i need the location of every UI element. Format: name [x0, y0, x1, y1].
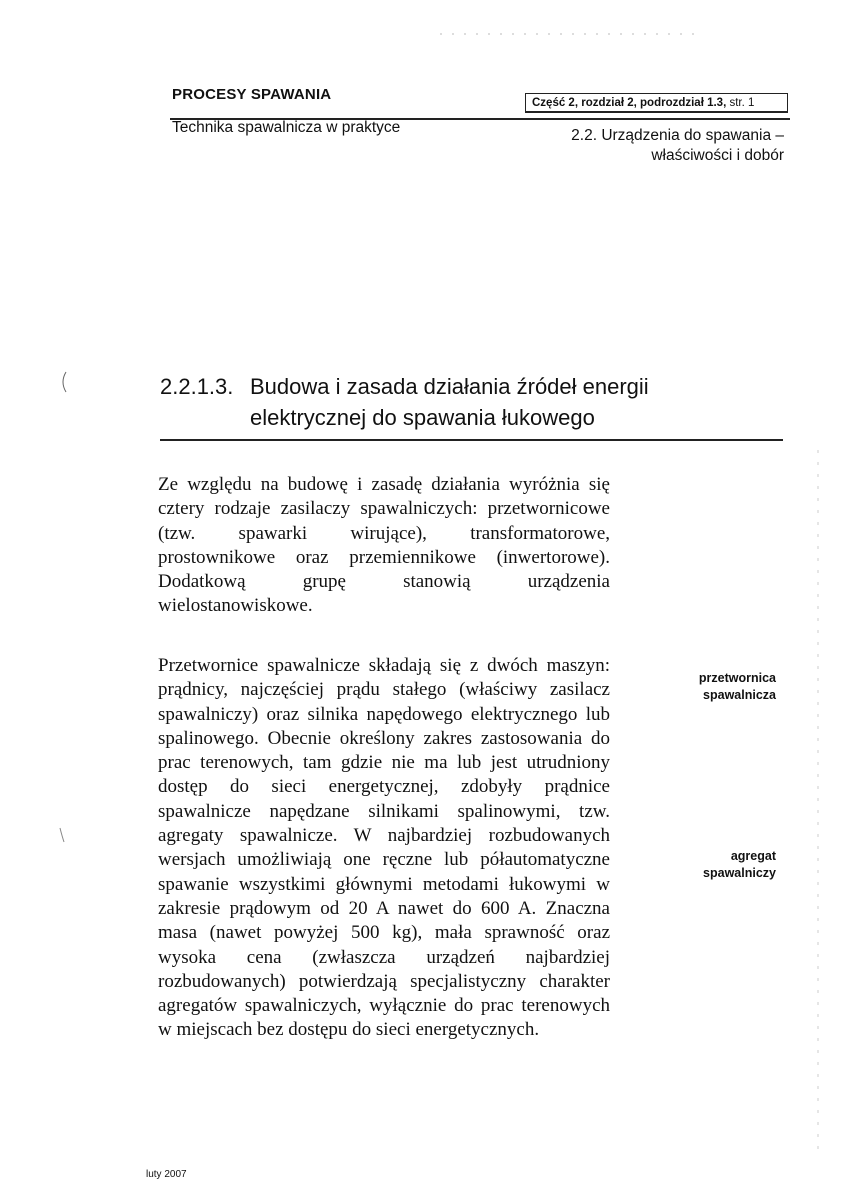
- footer-date: luty 2007: [146, 1169, 187, 1180]
- paragraph-converters: Przetwornice spawalnicze składają się z dwóch maszyn: prądnicy, najczęściej prądu stałego (właściwy zasilacz spawalniczy) oraz silnika napędowego elektrycznego lub spalinowego. Obecnie określony zakres zastosowania do prac terenowych, tam gdzie nie ma lub jest utrudniony dostęp do sieci energetycznej, zdobyły prądnice spawalnicze napędzane silnikami spalinowymi, tzw. agregaty spawalnicze. W najbardziej rozbudowanych wersjach umożliwiają one ręczne lub półautomatyczne spawanie wszystkimi głównymi metodami łukowymi w zakresie prądowym od 20 A nawet do 600 A. Znaczna masa (nawet powyżej 500 kg), mała sprawność oraz wysoka cena (zwłaszcza urządzeń najbardziej rozbudowanych) potwierdzają specjalistyczny charakter agregatów spawalniczych, wyłącznie do prac terenowych w miejscach bez dostępu do sieci energetycznych.: [158, 655, 610, 1041]
- page-reference: str. 1: [729, 97, 755, 109]
- section-reference: Część 2, rozdział 2, podrozdział 1.3,: [532, 97, 727, 109]
- margin-note-line: agregat: [730, 849, 776, 863]
- chapter-heading-line1: 2.2. Urządzenia do spawania –: [571, 127, 784, 144]
- scan-mark: [60, 828, 64, 842]
- section-title-line1: Budowa i zasada działania źródeł energii: [250, 374, 649, 399]
- section-title-line2: elektrycznej do spawania łukowego: [250, 405, 595, 430]
- publication-title: PROCESY SPAWANIA: [172, 86, 332, 103]
- margin-note-line: spawalnicza: [703, 688, 776, 702]
- paragraph-intro: Ze względu na budowę i zasadę działania wyróżnia się cztery rodzaje zasilaczy spawalniczych: przetwornicowe (tzw. spawarki wirujące), transformatorowe, prostownikowe oraz przemiennikowe (inwertorowe). Dodatkową grupę stanowią urządzenia wielostanowiskowe.: [158, 474, 610, 617]
- section-number: 2.2.1.3.: [160, 374, 234, 399]
- publication-subtitle: Technika spawalnicza w praktyce: [172, 119, 401, 136]
- margin-note-line: spawalniczy: [703, 866, 776, 880]
- scan-mark: [63, 372, 66, 392]
- chapter-heading-line2: właściwości i dobór: [651, 147, 784, 164]
- margin-note-line: przetwornica: [698, 671, 776, 685]
